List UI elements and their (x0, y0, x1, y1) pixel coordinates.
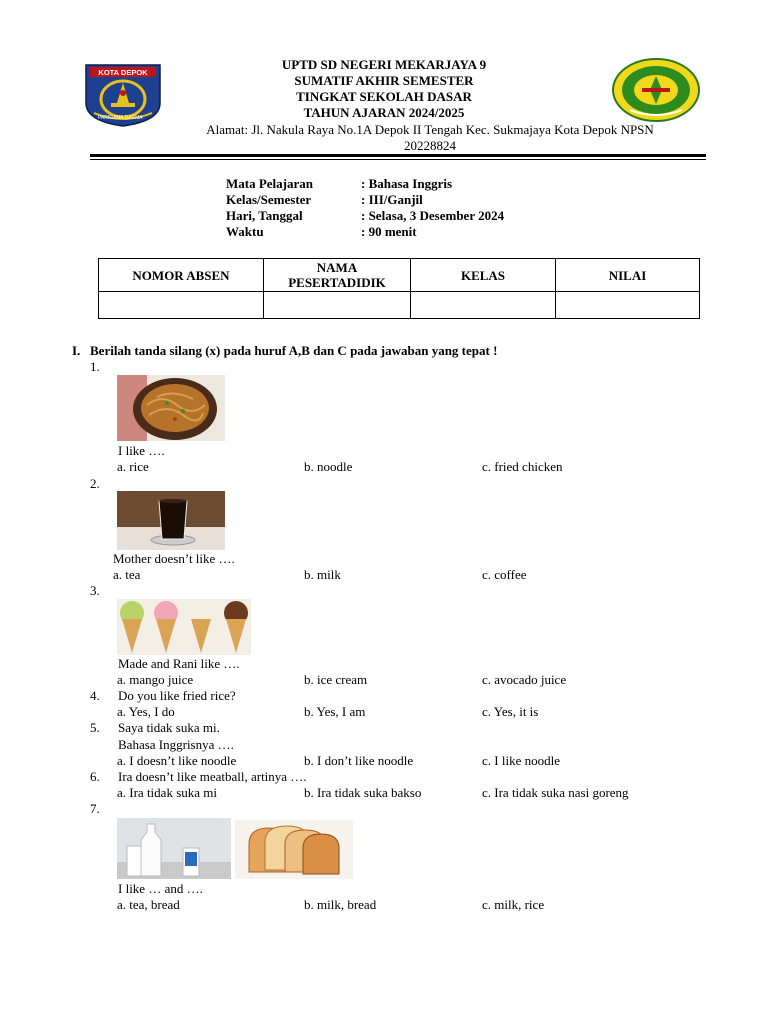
q1-option-c[interactable]: c. fried chicken (482, 459, 563, 474)
info-label-time: Waktu (226, 224, 264, 239)
address-line-1: Alamat: Jl. Nakula Raya No.1A Depok II Tengah Kec. Sukmajaya Kota Depok NPSN (206, 122, 654, 137)
cell-kelas[interactable] (411, 292, 556, 319)
header-nilai: NILAI (556, 259, 700, 292)
kota-depok-logo (84, 63, 162, 127)
info-label-subject: Mata Pelajaran (226, 176, 314, 191)
q1-option-b[interactable]: b. noodle (304, 459, 353, 474)
q5-option-a[interactable]: a. I doesn’t like noodle (117, 753, 237, 768)
section-instruction: Berilah tanda silang (x) pada huruf A,B dan C pada jawaban yang tepat ! (90, 343, 498, 358)
q5-option-b[interactable]: b. I don’t like noodle (304, 753, 414, 768)
q4-option-a[interactable]: a. Yes, I do (117, 704, 175, 719)
cell-nama[interactable] (264, 292, 411, 319)
milk-image (117, 818, 231, 879)
header-nomor-absen: NOMOR ABSEN (99, 259, 264, 292)
q3-option-c[interactable]: c. avocado juice (482, 672, 567, 687)
q7-text: I like … and …. (118, 881, 203, 896)
header-kelas: KELAS (411, 259, 556, 292)
info-label-date: Hari, Tanggal (226, 208, 303, 223)
header-nama-line1: NAMA (316, 260, 358, 275)
q3-option-b[interactable]: b. ice cream (304, 672, 368, 687)
q7-option-a[interactable]: a. tea, bread (117, 897, 180, 912)
q2-text: Mother doesn’t like …. (113, 551, 235, 566)
q7-option-b[interactable]: b. milk, bread (304, 897, 377, 912)
q3-text: Made and Rani like …. (118, 656, 240, 671)
coffee-image (117, 491, 225, 550)
q5-number: 5. (90, 720, 100, 735)
q3-option-a[interactable]: a. mango juice (117, 672, 194, 687)
header-nama (264, 259, 411, 292)
q2-option-b[interactable]: b. milk (304, 567, 341, 582)
q6-option-a[interactable]: a. Ira tidak suka mi (117, 785, 217, 800)
noodle-image (117, 375, 225, 441)
svg-text:KOTA DEPOK: KOTA DEPOK (98, 68, 148, 77)
q4-option-b[interactable]: b. Yes, I am (304, 704, 366, 719)
q2-option-c[interactable]: c. coffee (482, 567, 527, 582)
info-value-subject: : Bahasa Inggris (361, 176, 453, 191)
info-label-class: Kelas/Semester (226, 192, 312, 207)
q1-text: I like …. (118, 443, 165, 458)
q7-number: 7. (90, 801, 100, 816)
q6-option-b[interactable]: b. Ira tidak suka bakso (304, 785, 422, 800)
q4-number: 4. (90, 688, 100, 703)
q3-number: 3. (90, 583, 100, 598)
q2-option-a[interactable]: a. tea (113, 567, 141, 582)
q1-number: 1. (90, 359, 100, 374)
bread-image (235, 820, 353, 879)
logo-motto: PARIGANA DARMA (98, 115, 143, 121)
section-number: I. (72, 343, 81, 358)
school-name: UPTD SD NEGERI MEKARJAYA 9 (281, 57, 487, 72)
ice-cream-image (117, 599, 251, 655)
q6-number: 6. (90, 769, 100, 784)
header-nama-line2: PESERTADIDIK (288, 275, 386, 290)
q6-text: Ira doesn’t like meatball, artinya …. (118, 769, 307, 784)
q5-option-c[interactable]: c. I like noodle (482, 753, 560, 768)
school-level: TINGKAT SEKOLAH DASAR (296, 89, 472, 104)
info-value-class: : III/Ganjil (361, 192, 423, 207)
address-line-2: 20228824 (404, 138, 456, 153)
q6-option-c[interactable]: c. Ira tidak suka nasi goreng (482, 785, 629, 800)
q4-text: Do you like fried rice? (118, 688, 236, 703)
info-value-date: : Selasa, 3 Desember 2024 (361, 208, 505, 223)
q7-option-c[interactable]: c. milk, rice (482, 897, 545, 912)
academic-year: TAHUN AJARAN 2024/2025 (303, 105, 465, 120)
cell-nomor-absen[interactable] (99, 292, 264, 319)
cell-nilai[interactable] (556, 292, 700, 319)
q5-text-2: Bahasa Inggrisnya …. (118, 737, 234, 752)
q5-text: Saya tidak suka mi. (118, 720, 220, 735)
info-value-time: : 90 menit (361, 224, 417, 239)
student-identity-table (98, 258, 700, 319)
q4-option-c[interactable]: c. Yes, it is (482, 704, 539, 719)
q1-option-a[interactable]: a. rice (117, 459, 149, 474)
q2-number: 2. (90, 476, 100, 491)
school-seal-logo (612, 58, 700, 122)
exam-title: SUMATIF AKHIR SEMESTER (294, 73, 474, 88)
header-divider-thick (90, 154, 706, 157)
header-divider-thin (90, 159, 706, 160)
